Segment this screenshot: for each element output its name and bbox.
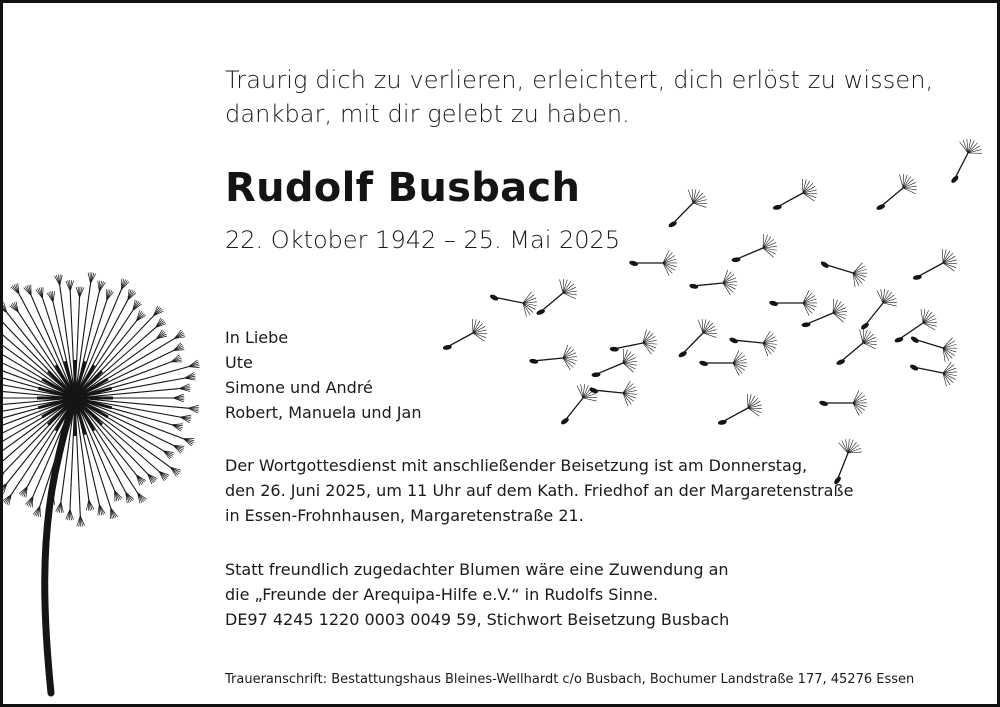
donation-line: die „Freunde der Arequipa-Hilfe e.V.“ in Rudolfs Sinne.	[225, 585, 659, 604]
mourner-line: In Liebe	[225, 328, 289, 347]
donation-line: DE97 4245 1220 0003 0049 59, Stichwort Beisetzung Busbach	[225, 610, 730, 629]
mourning-address: Traueranschrift: Bestattungshaus Bleines-Wellhardt c/o Busbach, Bochumer Landstraße 177, 45276 Essen	[225, 672, 915, 687]
service-line: Der Wortgottesdienst mit anschließender Beisetzung ist am Donnerstag,	[225, 456, 808, 475]
service-line: in Essen-Frohnhausen, Margaretenstraße 21.	[225, 506, 584, 525]
deceased-name: Rudolf Busbach	[225, 165, 581, 211]
life-dates: 22. Oktober 1942 – 25. Mai 2025	[225, 226, 621, 254]
mourner-line: Simone und André	[225, 378, 373, 397]
service-info	[225, 453, 853, 528]
quote-line: dankbar, mit dir gelebt zu haben.	[225, 100, 630, 128]
quote	[225, 63, 933, 131]
dandelion-icon	[3, 272, 200, 526]
service-line: den 26. Juni 2025, um 11 Uhr auf dem Kath. Friedhof an der Margaretenstraße	[225, 481, 854, 500]
donation-line: Statt freundlich zugedachter Blumen wäre eine Zuwendung an	[225, 560, 729, 579]
donation-info	[225, 557, 729, 632]
mourners-list	[225, 325, 421, 425]
mourner-line: Robert, Manuela und Jan	[225, 403, 422, 422]
mourner-line: Ute	[225, 353, 253, 372]
quote-line: Traurig dich zu verlieren, erleichtert, dich erlöst zu wissen,	[225, 66, 934, 94]
